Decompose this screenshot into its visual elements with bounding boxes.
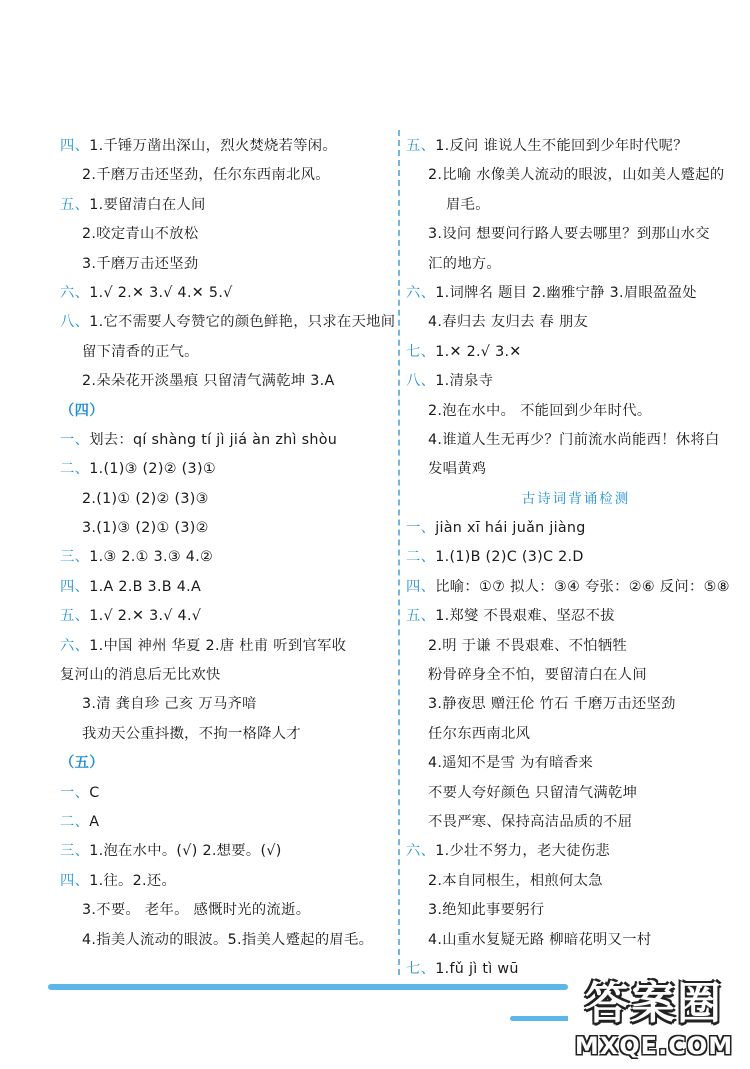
answer-text: 2.本自同根生，相煎何太急 — [428, 872, 603, 889]
question-number: 三、 — [60, 843, 90, 860]
answer-line — [406, 661, 736, 690]
answer-line — [60, 779, 395, 808]
answer-line — [60, 132, 395, 161]
watermark-cn: 答案圈 — [585, 978, 723, 1029]
question-number: 四、 — [406, 578, 436, 595]
answer-text: 3.不要。 老年。 感慨时光的流逝。 — [82, 902, 311, 919]
answer-text: 不畏严寒、保持高洁品质的不屈 — [428, 813, 633, 830]
question-number: 四、 — [60, 138, 90, 154]
watermark-en: MXQE.COM — [574, 1032, 734, 1060]
answer-text: 1.词牌名 题目 2.幽雅宁静 3.眉眼盈盈处 — [435, 284, 697, 301]
question-number: 五、 — [406, 138, 436, 154]
section-title: 古诗词背诵检测 — [521, 490, 631, 507]
question-number: 六、 — [60, 284, 90, 301]
section-heading: （四） — [60, 402, 104, 419]
answer-text: 比喻：①⑦ 拟人：③④ 夸张：②⑥ 反问：⑤⑧ — [435, 578, 730, 595]
answer-text: 汇的地方。 — [428, 255, 501, 272]
answer-text: 3.千磨万击还坚劲 — [82, 255, 199, 272]
answer-text: A — [89, 813, 100, 830]
answer-line — [60, 220, 395, 249]
right-column — [406, 132, 736, 984]
answer-line — [60, 543, 395, 572]
answer-text: 1.少壮不努力，老大徒伤悲 — [435, 843, 611, 860]
answer-text: 3.静夜思 赠汪伦 竹石 千磨万击还坚劲 — [428, 696, 676, 713]
answer-line — [60, 308, 395, 337]
answer-text: 我劝天公重抖擞，不拘一格降人才 — [82, 725, 301, 742]
answer-line — [60, 808, 395, 837]
question-number: 四、 — [60, 578, 90, 595]
answer-text: 2.朵朵花开淡墨痕 只留清气满乾坤 3.A — [82, 373, 335, 390]
footer-bar — [48, 984, 568, 990]
answer-text: 3.(1)③ (2)① (3)② — [82, 520, 209, 537]
answer-text: 1.A 2.B 3.B 4.A — [89, 578, 202, 595]
answer-line — [60, 632, 395, 661]
question-number: 六、 — [406, 843, 436, 860]
answer-text: 1.③ 2.① 3.③ 4.② — [89, 549, 214, 566]
footer-bar-accent — [510, 1016, 570, 1021]
answer-line — [60, 455, 395, 484]
question-number: 四、 — [60, 872, 90, 889]
section-heading: （五） — [60, 755, 104, 772]
answer-line — [406, 926, 736, 955]
question-number: 五、 — [60, 608, 90, 625]
answer-text: 1.√ 2.✕ 3.√ 4.✕ 5.√ — [89, 284, 233, 301]
question-number: 七、 — [406, 960, 436, 977]
answer-text: 3.清 龚自珍 己亥 万马齐喑 — [82, 696, 257, 713]
answer-line — [406, 896, 736, 925]
answer-text: 1.✕ 2.√ 3.✕ — [435, 343, 522, 360]
answer-line — [406, 132, 736, 161]
question-number: 五、 — [60, 196, 90, 213]
question-number: 二、 — [406, 549, 436, 566]
answer-text: 3.设问 想要问行路人要去哪里？到那山水交 — [428, 226, 710, 243]
answer-text: 3.绝知此事要躬行 — [428, 902, 545, 919]
answer-line — [60, 514, 395, 543]
answer-text: 1.要留清白在人间 — [89, 196, 206, 213]
answer-line — [406, 308, 736, 337]
answer-line — [406, 690, 736, 719]
left-column — [60, 132, 395, 955]
answer-line — [60, 161, 395, 190]
answer-text: 2.泡在水中。 不能回到少年时代。 — [428, 402, 652, 419]
answer-line — [60, 573, 395, 602]
answer-text: 4.山重水复疑无路 柳暗花明又一村 — [428, 931, 652, 948]
answer-text: 2.千磨万击还坚劲，任尔东西南北风。 — [82, 167, 330, 184]
answer-text: 4.谁道人生无再少？门前流水尚能西！休将白 — [428, 431, 720, 448]
question-number: 三、 — [60, 549, 90, 566]
answer-line — [60, 867, 395, 896]
answer-line — [406, 749, 736, 778]
answer-text: 2.比喻 水像美人流动的眼波，山如美人蹙起的 — [428, 167, 725, 184]
answer-line — [60, 426, 395, 455]
question-number: 一、 — [60, 431, 90, 448]
answer-text: 4.遥知不是雪 为有暗香来 — [428, 755, 594, 772]
answer-text: 1.√ 2.✕ 3.√ 4.√ — [89, 608, 202, 625]
answer-line — [406, 779, 736, 808]
answer-text: C — [89, 784, 100, 801]
answer-text: 1.往。2.还。 — [89, 872, 177, 889]
question-number: 五、 — [406, 608, 436, 625]
answer-line — [406, 543, 736, 572]
answer-line — [406, 455, 736, 484]
answer-line — [60, 896, 395, 925]
answer-line — [406, 191, 736, 220]
answer-line — [406, 808, 736, 837]
answer-text: 2.(1)① (2)② (3)③ — [82, 490, 209, 507]
answer-text: 留下清香的正气。 — [82, 343, 199, 360]
answer-text: 1.千锤万凿出深山，烈火焚烧若等闲。 — [89, 138, 337, 154]
answer-line — [60, 279, 395, 308]
answer-line — [60, 397, 395, 426]
answer-line — [406, 250, 736, 279]
answer-text: 4.春归去 友归去 春 朋友 — [428, 314, 589, 331]
question-number: 六、 — [60, 637, 90, 654]
answer-text: 1.反问 谁说人生不能回到少年时代呢？ — [435, 138, 688, 154]
answer-line — [60, 837, 395, 866]
answer-line — [60, 367, 395, 396]
answer-text: 1.(1)B (2)C (3)C 2.D — [435, 549, 584, 566]
column-divider — [398, 130, 400, 975]
answer-text: 划去：qí shàng tí jì jiá àn zhì shòu — [89, 431, 338, 448]
answer-text: 粉骨碎身全不怕，要留清白在人间 — [428, 667, 647, 684]
question-number: 六、 — [406, 284, 436, 301]
answer-text: jiàn xī hái juǎn jiàng — [435, 520, 586, 537]
answer-line — [406, 279, 736, 308]
answer-text: 眉毛。 — [446, 196, 490, 213]
answer-line — [406, 338, 736, 367]
answer-text: 4.指美人流动的眼波。5.指美人蹙起的眉毛。 — [82, 931, 374, 948]
answer-line — [406, 367, 736, 396]
answer-text: 1.郑燮 不畏艰难、坚忍不拔 — [435, 608, 615, 625]
answer-line — [406, 867, 736, 896]
answer-line — [60, 720, 395, 749]
question-number: 一、 — [406, 520, 436, 537]
answer-line — [60, 926, 395, 955]
answer-line — [406, 602, 736, 631]
answer-text: 1.fǔ jì tì wū — [435, 960, 519, 977]
watermark-logo — [568, 975, 740, 1063]
answer-text: 1.泡在水中。(√) 2.想要。(√) — [89, 843, 282, 860]
answer-line — [406, 220, 736, 249]
question-number: 七、 — [406, 343, 436, 360]
answer-line — [406, 514, 736, 543]
question-number: 一、 — [60, 784, 90, 801]
answer-line — [60, 602, 395, 631]
answer-text: 发唱黄鸡 — [428, 461, 487, 478]
question-number: 八、 — [60, 314, 90, 331]
answer-line — [60, 690, 395, 719]
answer-line — [406, 426, 736, 455]
answer-line — [60, 191, 395, 220]
answer-text: 不要人夸好颜色 只留清气满乾坤 — [428, 784, 638, 801]
answer-line — [406, 397, 736, 426]
answer-line — [60, 485, 395, 514]
answer-line — [60, 661, 395, 690]
answer-line — [406, 632, 736, 661]
answer-line — [406, 837, 736, 866]
answer-text: 1.(1)③ (2)② (3)① — [89, 461, 216, 478]
answer-text: 任尔东西南北风 — [428, 725, 531, 742]
answer-line — [60, 338, 395, 367]
answer-line — [60, 749, 395, 778]
answer-text: 2.明 于谦 不畏艰难、不怕牺牲 — [428, 637, 628, 654]
answer-text: 1.清泉寺 — [435, 373, 494, 390]
answer-line — [60, 250, 395, 279]
answer-text: 1.它不需要人夸赞它的颜色鲜艳，只求在天地间 — [89, 314, 396, 331]
answer-text: 1.中国 神州 华夏 2.唐 杜甫 听到官军收 — [89, 637, 347, 654]
answer-text: 复河山的消息后无比欢快 — [60, 667, 221, 684]
answer-line — [406, 573, 736, 602]
question-number: 八、 — [406, 373, 436, 390]
answer-text: 2.咬定青山不放松 — [82, 226, 199, 243]
answer-line — [406, 161, 736, 190]
question-number: 二、 — [60, 461, 90, 478]
question-number: 二、 — [60, 813, 90, 830]
answer-line — [406, 720, 736, 749]
